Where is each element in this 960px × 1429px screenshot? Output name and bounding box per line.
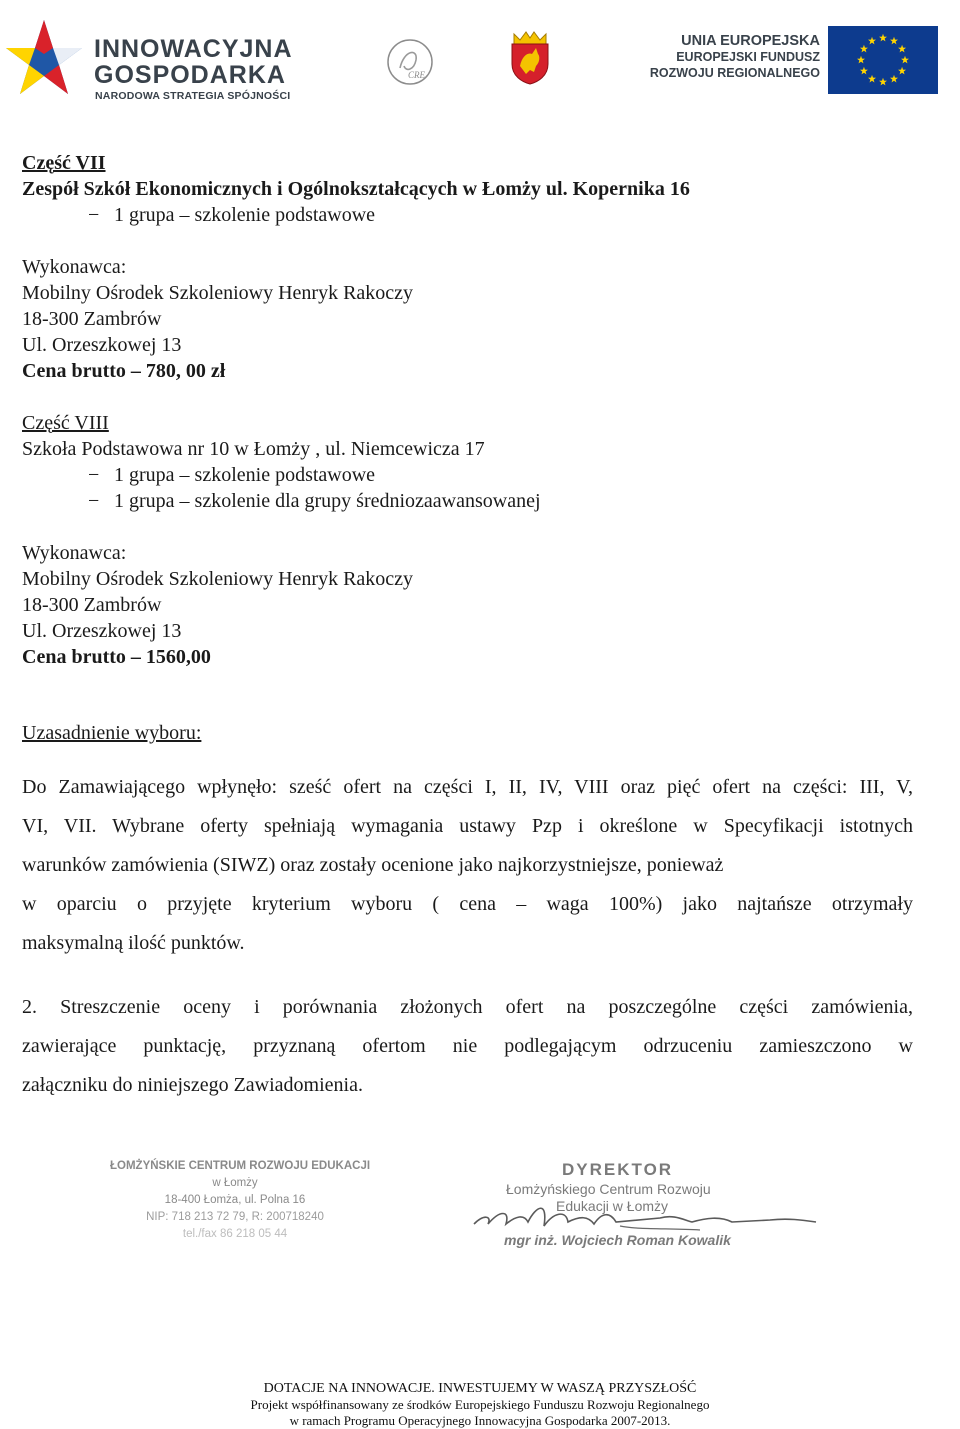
contractor-city: 18-300 Zambrów	[22, 594, 162, 616]
section-list-item-text: 1 grupa – szkolenie dla grupy średniozaawansowanej	[114, 490, 541, 512]
section-school: Zespół Szkół Ekonomicznych i Ogólnokształcących w Łomży ul. Kopernika 16	[22, 178, 690, 200]
justification-title: Uzasadnienie wyboru:	[22, 722, 202, 744]
contractor-city: 18-300 Zambrów	[22, 308, 162, 330]
contractor-name: Mobilny Ośrodek Szkoleniowy Henryk Rakoczy	[22, 282, 414, 304]
footer-slogan: DOTACJE NA INNOWACJE. INWESTUJEMY W WASZĄ PRZYSZŁOŚĆ	[263, 1381, 697, 1396]
paragraph-line: VI, VII. Wybrane oferty spełniają wymagania ustawy Pzp i określone w Specyfikacji istotnych	[22, 815, 913, 837]
signature-icon	[470, 1196, 820, 1236]
bullet-dash: −	[88, 464, 100, 486]
summary-paragraph	[22, 988, 913, 1105]
coat-of-arms-icon	[506, 30, 554, 86]
stamp-line: ŁOMŻYŃSKIE CENTRUM ROZWOJU EDUKACJI	[110, 1160, 371, 1172]
contractor-street: Ul. Orzeszkowej 13	[22, 334, 182, 356]
section-list-item	[22, 202, 922, 228]
eu-flag-icon	[828, 26, 938, 94]
paragraph-line: Do Zamawiającego wpłynęło: sześć ofert na części I, II, IV, VIII oraz pięć ofert na części: III, V,	[22, 776, 913, 798]
header-logos	[0, 0, 960, 110]
section-list-item	[22, 462, 922, 488]
section-title: Część VII	[22, 152, 106, 174]
cre-logo-text: CRE	[408, 70, 425, 80]
stamp-line: Edukacji w Łomży	[556, 1198, 669, 1214]
stamp-line: NIP: 718 213 72 79, R: 200718240	[146, 1211, 324, 1223]
section-title: Część VIII	[22, 412, 109, 434]
cre-logo-icon	[386, 38, 434, 86]
stamp-line: Łomżyńskiego Centrum Rozwoju	[506, 1181, 711, 1197]
gross-price: Cena brutto – 1560,00	[22, 646, 211, 668]
ig-logo-line1: INNOWACYJNA	[94, 35, 293, 63]
footer	[0, 1380, 960, 1429]
footer-programme: w ramach Programu Operacyjnego Innowacyjna Gospodarka 2007-2013.	[289, 1413, 671, 1428]
bullet-dash: −	[88, 490, 100, 512]
justification-paragraph	[22, 768, 913, 963]
offer-sections	[22, 150, 922, 670]
paragraph-line: w oparciu o przyjęte kryterium wyboru ( cena – waga 100%) jako najtańsze otrzymały	[22, 893, 913, 915]
eu-fund-label	[610, 33, 820, 81]
director-stamp	[470, 1160, 830, 1260]
contractor-label: Wykonawca:	[22, 542, 127, 564]
contractor-label: Wykonawca:	[22, 256, 127, 278]
ig-logo-line2: GOSPODARKA	[94, 61, 286, 89]
stamp-title: DYREKTOR	[562, 1160, 674, 1179]
stamp-line: w Łomży	[212, 1177, 258, 1189]
eu-label-line1: UNIA EUROPEJSKA	[681, 33, 820, 49]
eu-label-line2: EUROPEJSKI FUNDUSZ	[676, 50, 820, 64]
footer-cofinancing: Projekt współfinansowany ze środków Europejskiego Funduszu Rozwoju Regionalnego	[250, 1397, 710, 1412]
stamp-line: 18-400 Łomża, ul. Polna 16	[164, 1194, 306, 1206]
contractor-street: Ul. Orzeszkowej 13	[22, 620, 182, 642]
paragraph-line: zawierające punktację, przyznaną ofertom nie podlegającym odrzuceniu zamieszczono w	[22, 1035, 913, 1057]
contractor-name: Mobilny Ośrodek Szkoleniowy Henryk Rakoczy	[22, 568, 414, 590]
section-list-item-text: 1 grupa – szkolenie podstawowe	[114, 464, 376, 486]
ig-star-mark-icon	[4, 18, 84, 102]
director-name: mgr inż. Wojciech Roman Kowalik	[504, 1232, 731, 1248]
bullet-dash: −	[88, 204, 100, 226]
stamp-line: tel./fax 86 218 05 44	[182, 1228, 288, 1240]
section-school: Szkoła Podstawowa nr 10 w Łomży , ul. Niemcewicza 17	[22, 438, 485, 460]
section-list-item-text: 1 grupa – szkolenie podstawowe	[114, 204, 376, 226]
paragraph-line: maksymalną ilość punktów.	[22, 932, 245, 954]
ig-logo-subtitle: NARODOWA STRATEGIA SPÓJNOŚCI	[95, 90, 291, 102]
gross-price: Cena brutto – 780, 00 zł	[22, 360, 226, 382]
institution-stamp	[110, 1158, 371, 1254]
paragraph-line: warunków zamówienia (SIWZ) oraz zostały ocenione jako najkorzystniejsze, ponieważ	[22, 854, 724, 876]
section-list-item	[22, 488, 922, 514]
eu-label-line3: ROZWOJU REGIONALNEGO	[649, 66, 820, 80]
paragraph-line: załączniku do niniejszego Zawiadomienia.	[22, 1074, 363, 1096]
innowacyjna-gospodarka-logo	[4, 16, 324, 104]
paragraph-line: 2. Streszczenie oceny i porównania złożonych ofert na poszczególne części zamówienia,	[22, 996, 913, 1018]
